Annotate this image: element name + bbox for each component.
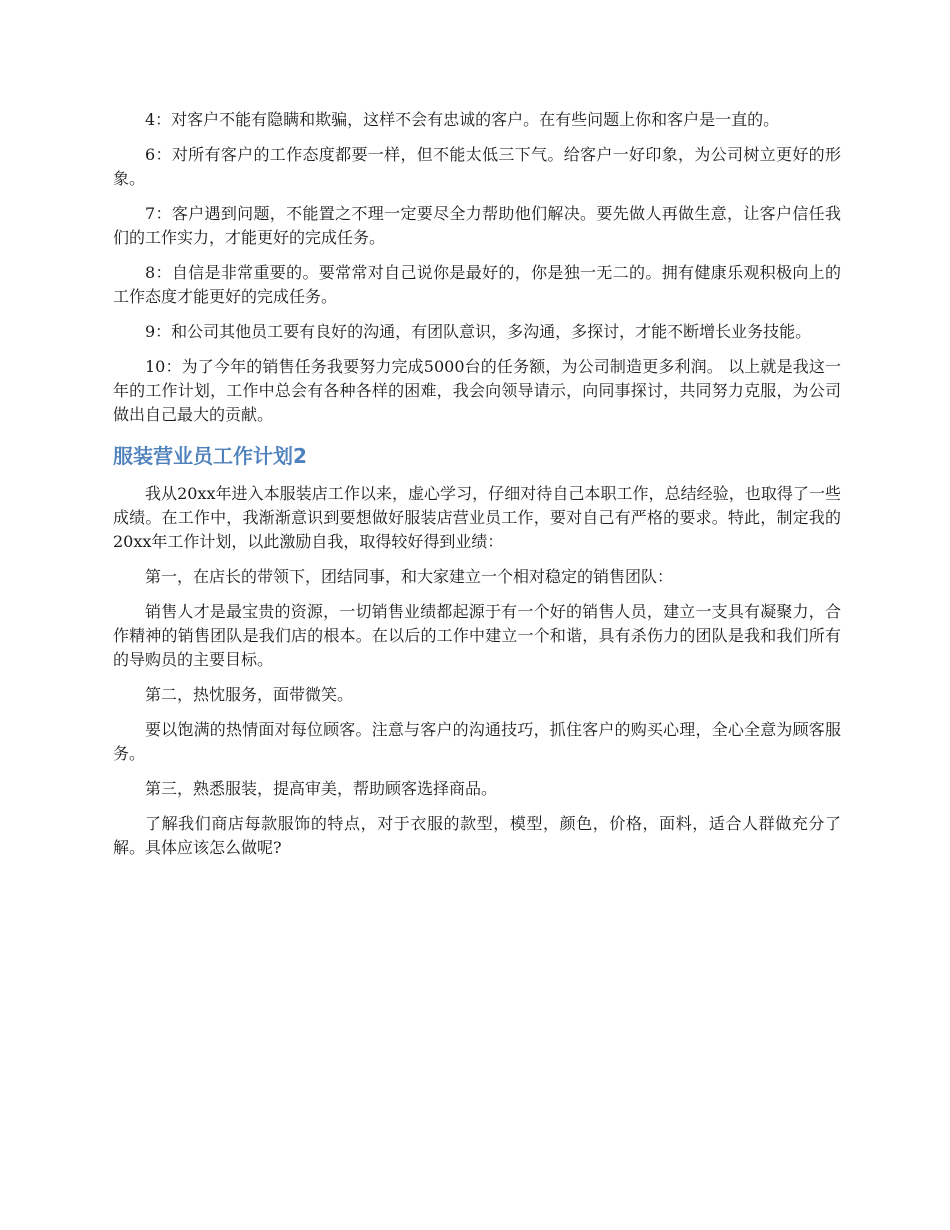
- paragraph-item-7: 7：客户遇到问题，不能置之不理一定要尽全力帮助他们解决。要先做人再做生意，让客户信任我们的工作实力，才能更好的完成任务。: [113, 204, 841, 247]
- paragraph-item-10: 10：为了今年的销售任务我要努力完成5000台的任务额，为公司制造更多利润。 以上就是我这一年的工作计划，工作中总会有各种各样的困难，我会向领导请示，向同事探讨，共同努力克服，为公司做出自己最大的贡献。: [113, 357, 841, 424]
- paragraph-point-one: 第一，在店长的带领下，团结同事，和大家建立一个相对稳定的销售团队：: [145, 567, 674, 586]
- paragraph-item-6: 6：对所有客户的工作态度都要一样，但不能太低三下气。给客户一好印象，为公司树立更好的形象。: [113, 145, 841, 188]
- paragraph-intro: 我从20xx年进入本服装店工作以来，虚心学习，仔细对待自己本职工作，总结经验，也取得了一些成绩。在工作中，我渐渐意识到要想做好服装店营业员工作，要对自己有严格的要求。特此，制定我的20xx年工作计划，以此激励自我，取得较好得到业绩：: [113, 484, 841, 551]
- paragraph-point-three: 第三，熟悉服装，提高审美，帮助顾客选择商品。: [145, 779, 498, 798]
- paragraph-service-detail: 要以饱满的热情面对每位顾客。注意与客户的沟通技巧，抓住客户的购买心理，全心全意为顾客服务。: [113, 720, 841, 763]
- paragraph-item-8: 8：自信是非常重要的。要常常对自己说你是最好的，你是独一无二的。拥有健康乐观积极向上的工作态度才能更好的完成任务。: [113, 263, 841, 306]
- section-heading: 服装营业员工作计划2: [113, 444, 307, 468]
- paragraph-team-detail: 销售人才是最宝贵的资源，一切销售业绩都起源于有一个好的销售人员，建立一支具有凝聚力，合作精神的销售团队是我们店的根本。在以后的工作中建立一个和谐，具有杀伤力的团队是我和我们所有的导购员的主要目标。: [113, 602, 841, 669]
- paragraph-item-4: 4：对客户不能有隐瞒和欺骗，这样不会有忠诚的客户。在有些问题上你和客户是一直的。: [145, 110, 780, 129]
- paragraph-item-9: 9：和公司其他员工要有良好的沟通，有团队意识，多沟通，多探讨，才能不断增长业务技能。: [145, 322, 812, 341]
- paragraph-point-two: 第二，热忱服务，面带微笑。: [145, 685, 354, 704]
- paragraph-product-detail: 了解我们商店每款服饰的特点，对于衣服的款型，模型，颜色，价格，面料，适合人群做充分了解。具体应该怎么做呢?: [113, 814, 841, 857]
- document-body: [113, 108, 841, 871]
